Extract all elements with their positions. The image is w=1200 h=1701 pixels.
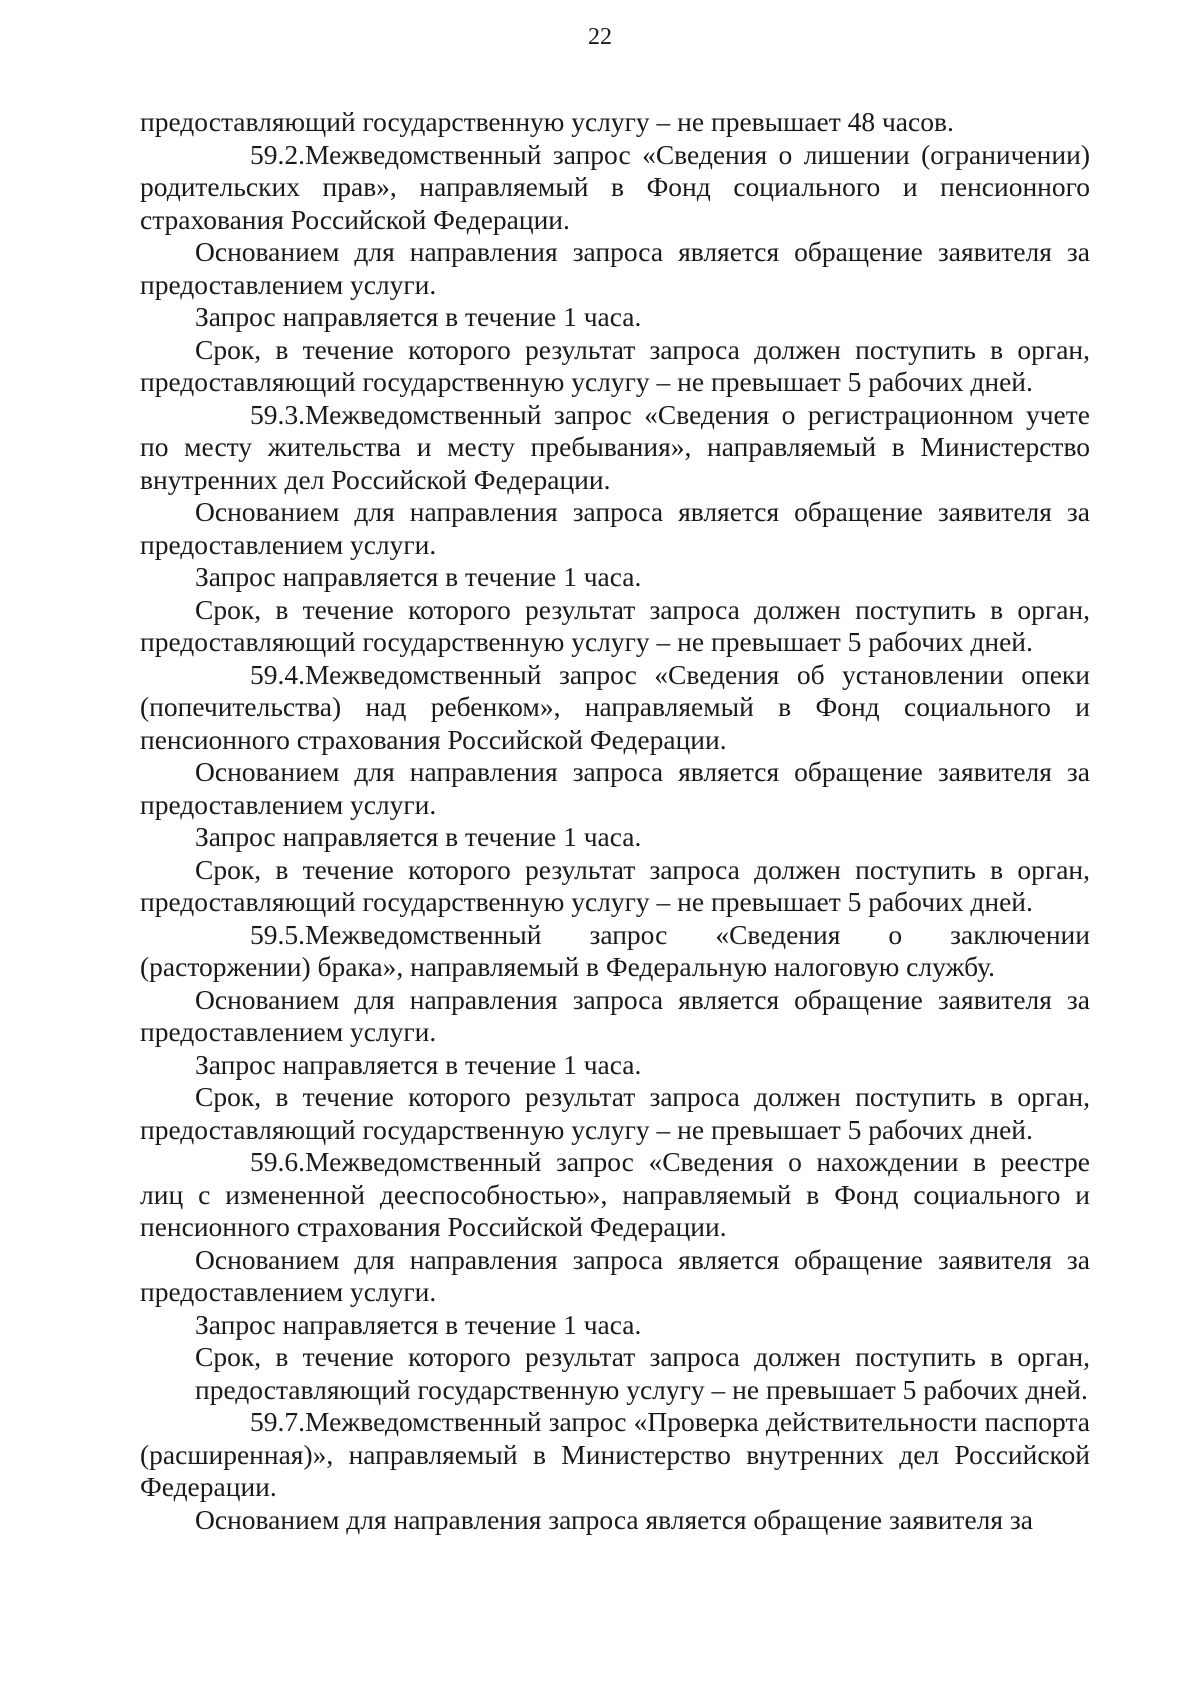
paragraph-text: Межведомственный запрос «Сведения о заключении (расторжении) брака», направляемый в Федеральную налоговую службу. xyxy=(140,918,1090,982)
paragraph xyxy=(140,1049,1090,1082)
paragraph xyxy=(140,496,1090,561)
numbered-paragraph xyxy=(140,1406,1090,1504)
paragraph xyxy=(140,821,1090,854)
paragraph-text: Запрос направляется в течение 1 часа. xyxy=(195,1308,642,1340)
paragraph xyxy=(140,1341,1090,1406)
numbered-paragraph xyxy=(140,1146,1090,1244)
paragraph-text: предоставляющий государственную услугу – не превышает 48 часов. xyxy=(140,106,954,137)
paragraph-text: Основанием для направления запроса является обращение заявителя за предоставлением услуги. xyxy=(140,756,1090,820)
page-number: 22 xyxy=(588,24,612,50)
paragraph-text: Запрос направляется в течение 1 часа. xyxy=(195,1048,642,1080)
paragraph-text: Запрос направляется в течение 1 часа. xyxy=(195,301,642,332)
paragraph-text: Межведомственный запрос «Проверка действительности паспорта (расширенная)», направляемый в Министерство внутренних дел Российской Федерации. xyxy=(140,1406,1090,1502)
paragraph xyxy=(140,561,1090,594)
paragraph-text: Межведомственный запрос «Сведения об установлении опеки (попечительства) над ребенком», направляемый в Фонд социального и пенсионного страхования Российской Федерации. xyxy=(140,658,1090,755)
paragraph-number: 59.7. xyxy=(250,1406,305,1437)
paragraph xyxy=(140,1504,1090,1537)
paragraph-text: Запрос направляется в течение 1 часа. xyxy=(195,561,642,592)
paragraph-text: Запрос направляется в течение 1 часа. xyxy=(195,821,642,852)
paragraph-text: Основанием для направления запроса является обращение заявителя за предоставлением услуги. xyxy=(140,496,1090,560)
paragraph xyxy=(140,594,1090,659)
paragraph-number: 59.5. xyxy=(250,918,305,950)
numbered-paragraph xyxy=(140,139,1090,237)
paragraph xyxy=(140,984,1090,1049)
paragraph-number: 59.6. xyxy=(250,1146,305,1177)
paragraph-text: Межведомственный запрос «Сведения о лишении (ограничении) родительских прав», направляемый в Фонд социального и пенсионного страхования Российской Федерации. xyxy=(140,138,1090,235)
numbered-paragraph xyxy=(140,399,1090,497)
paragraph-text: Основанием для направления запроса является обращение заявителя за предоставлением услуги. xyxy=(140,983,1090,1047)
paragraph-text: Основанием для направления запроса является обращение заявителя за предоставлением услуги. xyxy=(140,1243,1090,1307)
paragraph-text: Срок, в течение которого результат запроса должен поступить в орган, предоставляющий государственную услугу – не превышает 5 рабочих дней. xyxy=(140,853,1090,917)
paragraph-text: Межведомственный запрос «Сведения о регистрационном учете по месту жительства и месту пребывания», направляемый в Министерство внутренних дел Российской Федерации. xyxy=(140,398,1090,495)
paragraph xyxy=(140,756,1090,821)
paragraph xyxy=(140,1309,1090,1342)
paragraph xyxy=(140,301,1090,334)
paragraph-text: Срок, в течение которого результат запроса должен поступить в орган, предоставляющий государственную услугу – не превышает 5 рабочих дней. xyxy=(140,1081,1090,1145)
paragraph xyxy=(140,334,1090,399)
paragraph xyxy=(140,1244,1090,1309)
numbered-paragraph xyxy=(140,919,1090,984)
paragraph xyxy=(140,236,1090,301)
paragraph xyxy=(140,1081,1090,1146)
paragraph xyxy=(140,106,1090,139)
numbered-paragraph xyxy=(140,659,1090,757)
paragraph xyxy=(140,854,1090,919)
paragraph-text: Срок, в течение которого результат запроса должен поступить в орган, предоставляющий государственную услугу – не превышает 5 рабочих дней. xyxy=(140,333,1090,397)
paragraph-number: 59.3. xyxy=(250,398,305,430)
paragraph-text: Срок, в течение которого результат запроса должен поступить в орган, предоставляющий государственную услугу – не превышает 5 рабочих дней. xyxy=(140,593,1090,657)
paragraph-text: Основанием для направления запроса является обращение заявителя за xyxy=(195,1503,1033,1535)
paragraph-number: 59.2. xyxy=(250,138,305,170)
paragraph-text: Срок, в течение которого результат запроса должен поступить в орган, предоставляющий государственную услугу – не превышает 5 рабочих дней. xyxy=(195,1341,1090,1405)
paragraph-text: Основанием для направления запроса является обращение заявителя за предоставлением услуги. xyxy=(140,236,1090,300)
document-body xyxy=(140,106,1090,1536)
paragraph-text: Межведомственный запрос «Сведения о нахождении в реестре лиц с измененной дееспособностью», направляемый в Фонд социального и пенсионного страхования Российской Федерации. xyxy=(140,1146,1090,1242)
paragraph-number: 59.4. xyxy=(250,658,305,690)
